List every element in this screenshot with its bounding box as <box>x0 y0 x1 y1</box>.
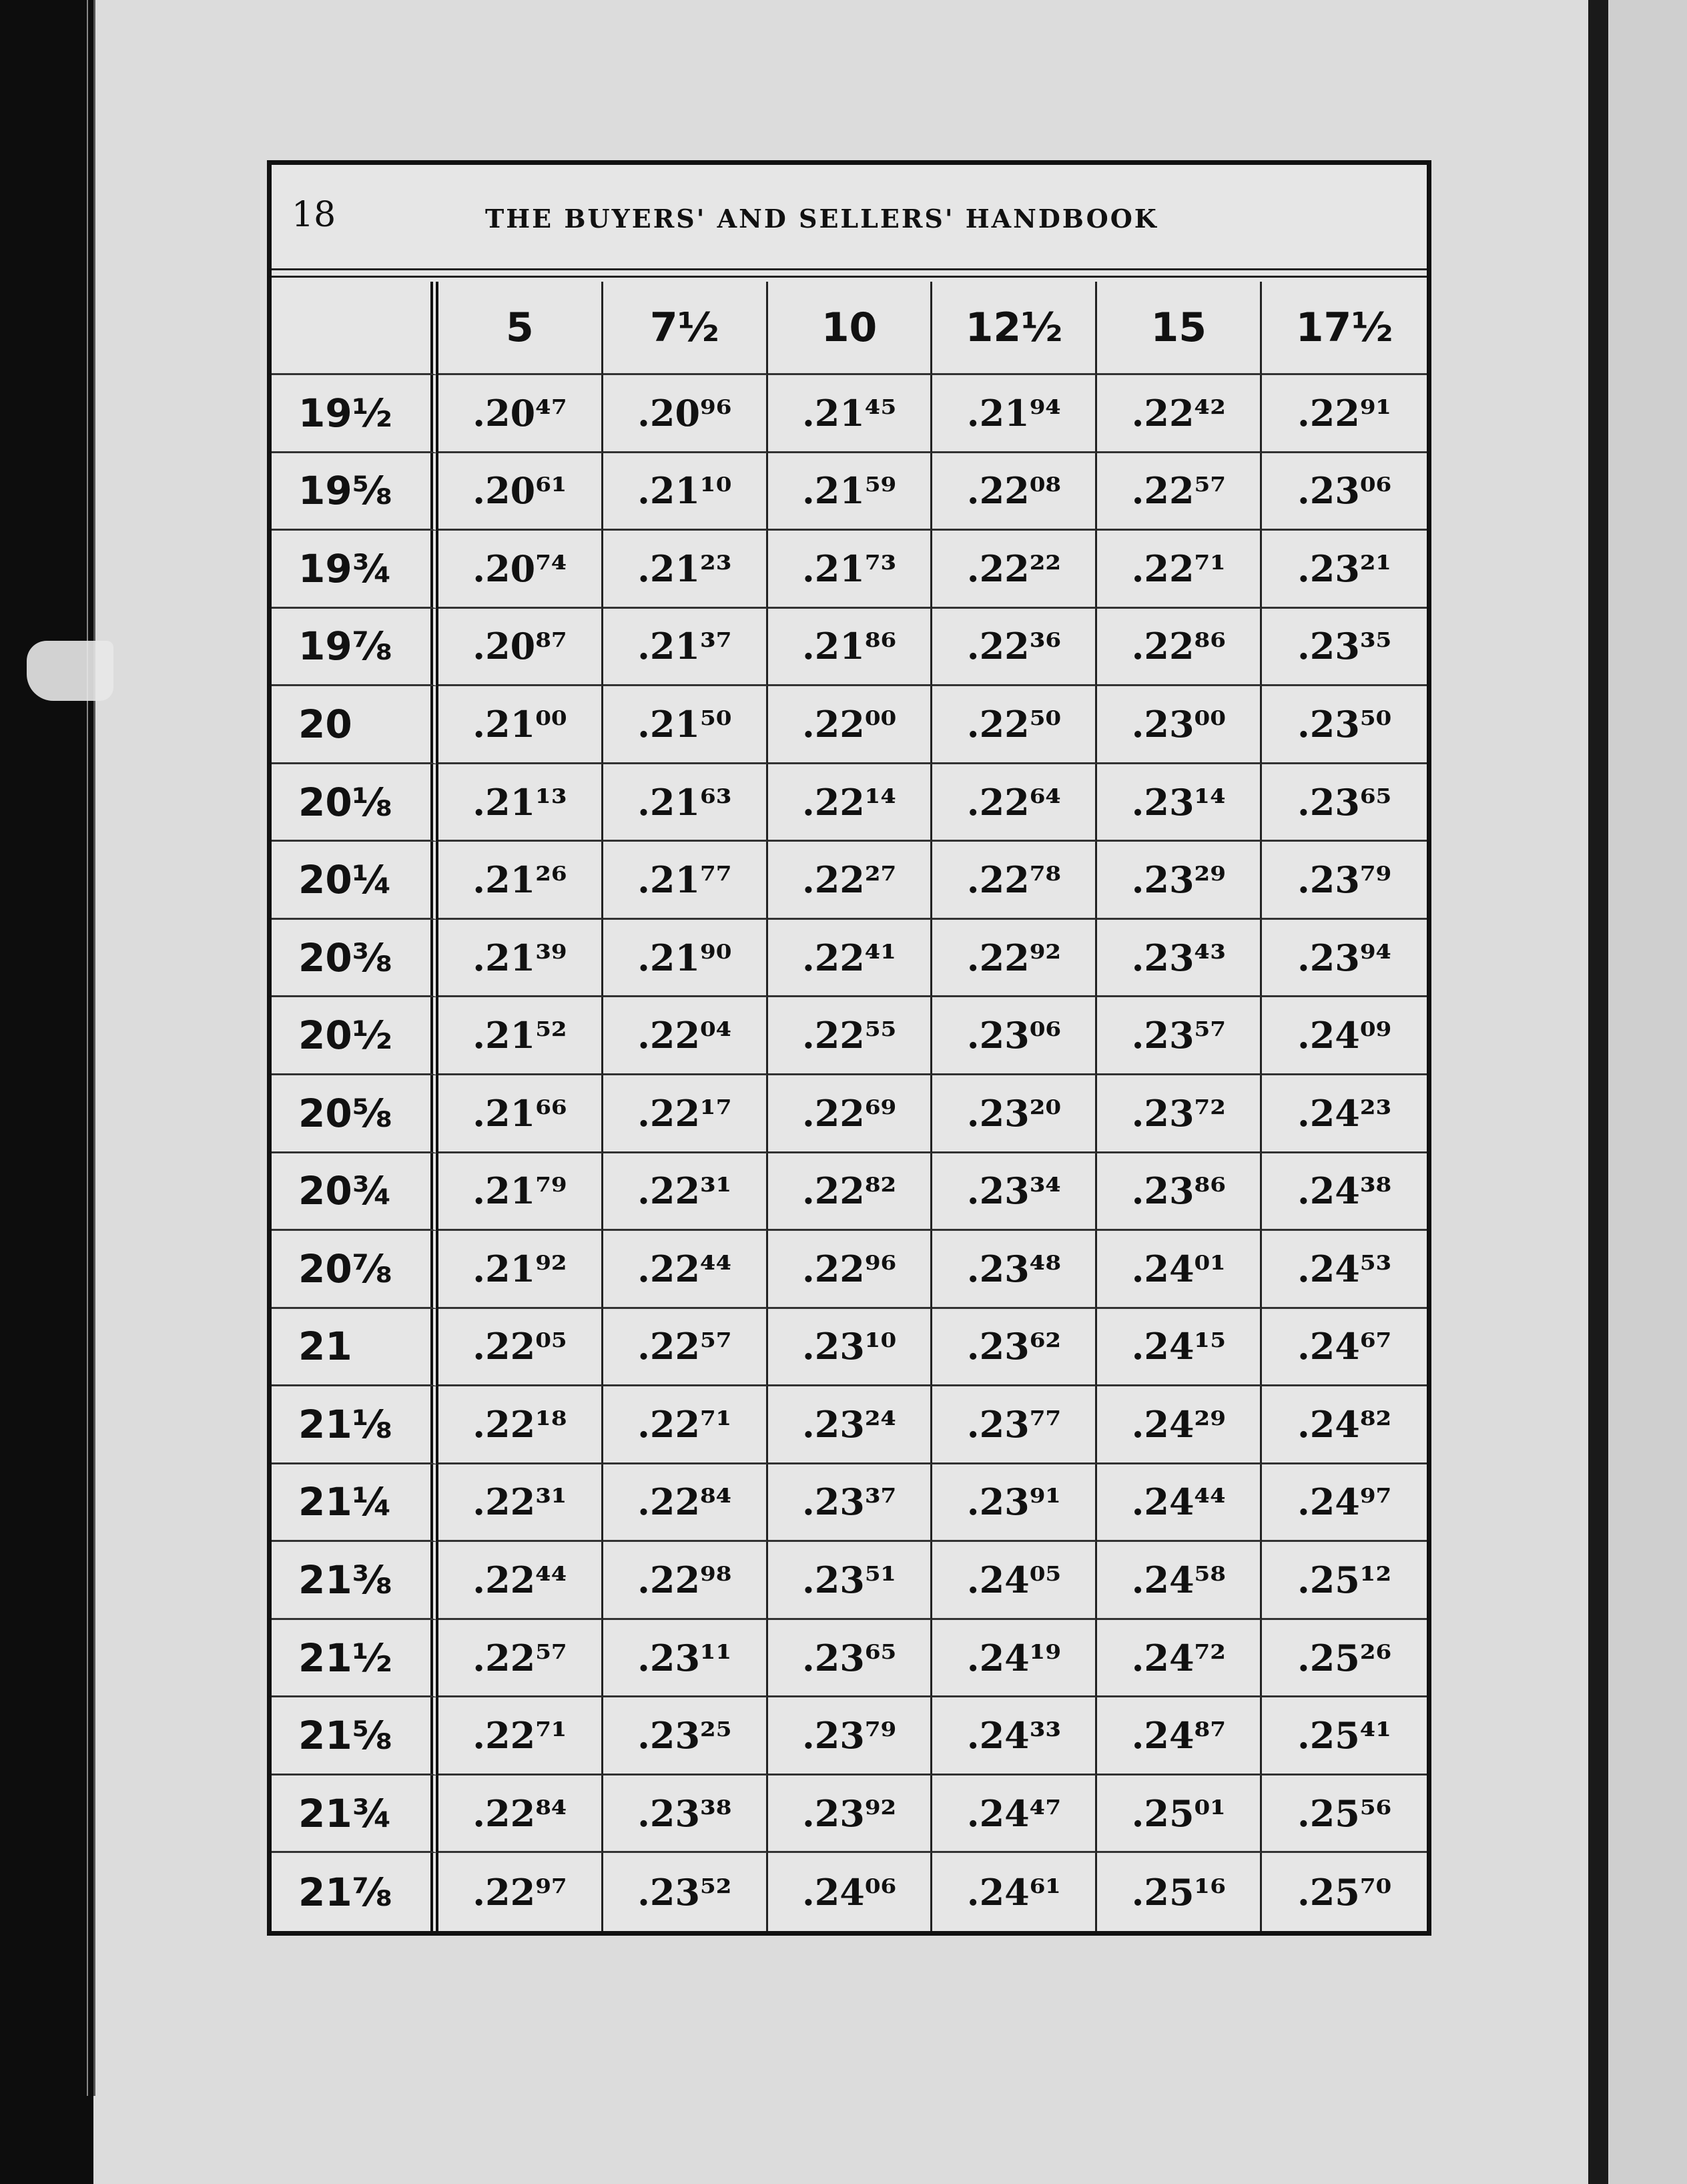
table-cell: .23²⁹ <box>1097 842 1262 920</box>
table-cell: .24²⁹ <box>1097 1386 1262 1464</box>
table-cell: .22³¹ <box>438 1464 603 1543</box>
table-cell: .21⁶³ <box>603 764 768 842</box>
table-cell: .20⁴⁷ <box>438 375 603 453</box>
header-double-rule <box>272 268 1427 278</box>
table-cell: .23³⁵ <box>1262 609 1427 687</box>
table-cell: .25⁰¹ <box>1097 1776 1262 1854</box>
table-cell: .23²¹ <box>1262 531 1427 609</box>
left-margin-rule <box>87 0 95 2096</box>
table-cell: .22⁴⁴ <box>603 1231 768 1309</box>
row-header: 19⅞ <box>272 609 438 687</box>
table-cell: .25¹⁶ <box>1097 1853 1262 1931</box>
table-cell: .22⁵⁷ <box>1097 453 1262 531</box>
table-cell: .25²⁶ <box>1262 1620 1427 1698</box>
table-cell: .21⁵⁰ <box>603 686 768 764</box>
row-header: 20½ <box>272 997 438 1075</box>
table-cell: .22⁴¹ <box>768 920 933 998</box>
table-cell: .25⁵⁶ <box>1262 1776 1427 1854</box>
table-cell: .22⁷¹ <box>603 1386 768 1464</box>
table-cell: .21⁶⁶ <box>438 1075 603 1153</box>
table-cell: .21³⁹ <box>438 920 603 998</box>
row-header: 21 <box>272 1309 438 1387</box>
table-cell: .24²³ <box>1262 1075 1427 1153</box>
table-corner-cell <box>272 282 438 375</box>
table-cell: .22⁰⁵ <box>438 1309 603 1387</box>
table-cell: .21⁵⁹ <box>768 453 933 531</box>
table-cell: .24⁴⁴ <box>1097 1464 1262 1543</box>
table-cell: .22⁹¹ <box>1262 375 1427 453</box>
table-cell: .24¹⁹ <box>932 1620 1097 1698</box>
table-cell: .23⁰⁶ <box>932 997 1097 1075</box>
table-cell: .23⁸⁶ <box>1097 1153 1262 1232</box>
adjacent-page-edge <box>1608 0 1687 2184</box>
table-cell: .22⁸⁴ <box>438 1776 603 1854</box>
table-cell: .23³⁸ <box>603 1776 768 1854</box>
table-cell: .24³⁸ <box>1262 1153 1427 1232</box>
table-cell: .21⁴⁵ <box>768 375 933 453</box>
table-cell: .23⁶⁵ <box>1262 764 1427 842</box>
row-header: 20⅛ <box>272 764 438 842</box>
table-cell: .23⁶² <box>932 1309 1097 1387</box>
table-cell: .22⁵⁰ <box>932 686 1097 764</box>
table-cell: .22²⁷ <box>768 842 933 920</box>
table-cell: .22⁴² <box>1097 375 1262 453</box>
table-cell: .22¹⁷ <box>603 1075 768 1153</box>
table-cell: .21⁹⁴ <box>932 375 1097 453</box>
table-cell: .22¹⁴ <box>768 764 933 842</box>
table-cell: .20⁹⁶ <box>603 375 768 453</box>
table-cell: .23⁵⁷ <box>1097 997 1262 1075</box>
table-cell: .22⁷¹ <box>438 1697 603 1776</box>
table-cell: .22⁸² <box>768 1153 933 1232</box>
table-cell: .21⁰⁰ <box>438 686 603 764</box>
table-cell: .23⁰⁶ <box>1262 453 1427 531</box>
table-cell: .24⁵⁸ <box>1097 1542 1262 1620</box>
table-cell: .22⁸⁶ <box>1097 609 1262 687</box>
table-cell: .21²⁶ <box>438 842 603 920</box>
table-cell: .22⁶⁹ <box>768 1075 933 1153</box>
table-cell: .23²⁵ <box>603 1697 768 1776</box>
row-header: 21⅛ <box>272 1386 438 1464</box>
table-cell: .24⁵³ <box>1262 1231 1427 1309</box>
table-cell: .23²⁰ <box>932 1075 1097 1153</box>
table-cell: .25⁴¹ <box>1262 1697 1427 1776</box>
table-cell: .21²³ <box>603 531 768 609</box>
table-cell: .24⁸⁷ <box>1097 1697 1262 1776</box>
table-cell: .21⁹² <box>438 1231 603 1309</box>
row-header: 20 <box>272 686 438 764</box>
table-cell: .23²⁴ <box>768 1386 933 1464</box>
table-cell: .22⁷⁸ <box>932 842 1097 920</box>
table-cell: .24¹⁵ <box>1097 1309 1262 1387</box>
table-cell: .23⁰⁰ <box>1097 686 1262 764</box>
row-header: 21⅞ <box>272 1853 438 1931</box>
column-header: 17½ <box>1262 282 1427 375</box>
table-cell: .23³⁷ <box>768 1464 933 1543</box>
row-header: 21½ <box>272 1620 438 1698</box>
row-header: 19½ <box>272 375 438 453</box>
table-cell: .23⁹⁴ <box>1262 920 1427 998</box>
table-cell: .24⁸² <box>1262 1386 1427 1464</box>
table-cell: .22⁵⁵ <box>768 997 933 1075</box>
row-header: 20⅝ <box>272 1075 438 1153</box>
table-cell: .24³³ <box>932 1697 1097 1776</box>
table-cell: .24⁶⁷ <box>1262 1309 1427 1387</box>
row-header: 19⅝ <box>272 453 438 531</box>
table-cell: .22⁹⁸ <box>603 1542 768 1620</box>
table-cell: .22⁹⁶ <box>768 1231 933 1309</box>
table-cell: .24⁰⁵ <box>932 1542 1097 1620</box>
table-cell: .23¹¹ <box>603 1620 768 1698</box>
table-cell: .21¹⁰ <box>603 453 768 531</box>
table-cell: .21⁷⁹ <box>438 1153 603 1232</box>
column-header: 7½ <box>603 282 768 375</box>
table-cell: .25¹² <box>1262 1542 1427 1620</box>
row-header: 21⅝ <box>272 1697 438 1776</box>
table-cell: .23⁴⁸ <box>932 1231 1097 1309</box>
table-cell: .23³⁴ <box>932 1153 1097 1232</box>
table-cell: .21⁷³ <box>768 531 933 609</box>
table-cell: .23⁹¹ <box>932 1464 1097 1543</box>
table-cell: .23⁷⁷ <box>932 1386 1097 1464</box>
column-header: 10 <box>768 282 933 375</box>
column-header: 15 <box>1097 282 1262 375</box>
table-cell: .20⁶¹ <box>438 453 603 531</box>
binding-thread <box>27 641 113 701</box>
table-cell: .23⁷² <box>1097 1075 1262 1153</box>
page-number: 18 <box>292 195 336 235</box>
table-cell: .24⁶¹ <box>932 1853 1097 1931</box>
table-cell: .22⁵⁷ <box>438 1620 603 1698</box>
table-cell: .23⁹² <box>768 1776 933 1854</box>
table-cell: .22²² <box>932 531 1097 609</box>
table-cell: .22⁰⁴ <box>603 997 768 1075</box>
row-header: 20⅞ <box>272 1231 438 1309</box>
page-header <box>272 165 1427 268</box>
table-cell: .20⁸⁷ <box>438 609 603 687</box>
table-cell: .22⁴⁴ <box>438 1542 603 1620</box>
column-header: 12½ <box>932 282 1097 375</box>
table-cell: .24⁰¹ <box>1097 1231 1262 1309</box>
table-plate <box>267 160 1431 1936</box>
table-cell: .22³⁶ <box>932 609 1097 687</box>
table-cell: .22³¹ <box>603 1153 768 1232</box>
table-cell: .23⁷⁹ <box>768 1697 933 1776</box>
table-cell: .23⁴³ <box>1097 920 1262 998</box>
table-cell: .21⁵² <box>438 997 603 1075</box>
table-cell: .21¹³ <box>438 764 603 842</box>
table-cell: .22⁸⁴ <box>603 1464 768 1543</box>
table-cell: .23¹⁰ <box>768 1309 933 1387</box>
table-cell: .22⁶⁴ <box>932 764 1097 842</box>
table-cell: .23⁷⁹ <box>1262 842 1427 920</box>
table-cell: .22⁵⁷ <box>603 1309 768 1387</box>
table-cell: .21⁸⁶ <box>768 609 933 687</box>
table-cell: .22⁹⁷ <box>438 1853 603 1931</box>
row-header: 20¾ <box>272 1153 438 1232</box>
table-cell: .22⁹² <box>932 920 1097 998</box>
table-cell: .24⁴⁷ <box>932 1776 1097 1854</box>
table-cell: .21⁷⁷ <box>603 842 768 920</box>
row-header: 21¾ <box>272 1776 438 1854</box>
price-table <box>272 282 1427 1931</box>
table-cell: .24⁹⁷ <box>1262 1464 1427 1543</box>
table-cell: .21⁹⁰ <box>603 920 768 998</box>
table-cell: .23⁵⁰ <box>1262 686 1427 764</box>
table-cell: .22⁷¹ <box>1097 531 1262 609</box>
column-header: 5 <box>438 282 603 375</box>
table-cell: .24⁰⁹ <box>1262 997 1427 1075</box>
table-cell: .22¹⁸ <box>438 1386 603 1464</box>
table-cell: .23¹⁴ <box>1097 764 1262 842</box>
table-cell: .20⁷⁴ <box>438 531 603 609</box>
running-title: THE BUYERS' AND SELLERS' HANDBOOK <box>485 204 1158 234</box>
table-cell: .24⁰⁶ <box>768 1853 933 1931</box>
table-cell: .22⁰⁰ <box>768 686 933 764</box>
table-cell: .22⁰⁸ <box>932 453 1097 531</box>
table-cell: .25⁷⁰ <box>1297 1870 1392 1914</box>
row-header: 20⅜ <box>272 920 438 998</box>
row-header: 21¼ <box>272 1464 438 1543</box>
row-header: 19¾ <box>272 531 438 609</box>
page-fold-shadow <box>1588 0 1608 2184</box>
table-cell: .21³⁷ <box>603 609 768 687</box>
row-header: 21⅜ <box>272 1542 438 1620</box>
table-cell: .24⁷² <box>1097 1620 1262 1698</box>
table-cell: .23⁶⁵ <box>768 1620 933 1698</box>
table-cell: .23⁵² <box>603 1853 768 1931</box>
table-cell: .23⁵¹ <box>768 1542 933 1620</box>
row-header: 20¼ <box>272 842 438 920</box>
